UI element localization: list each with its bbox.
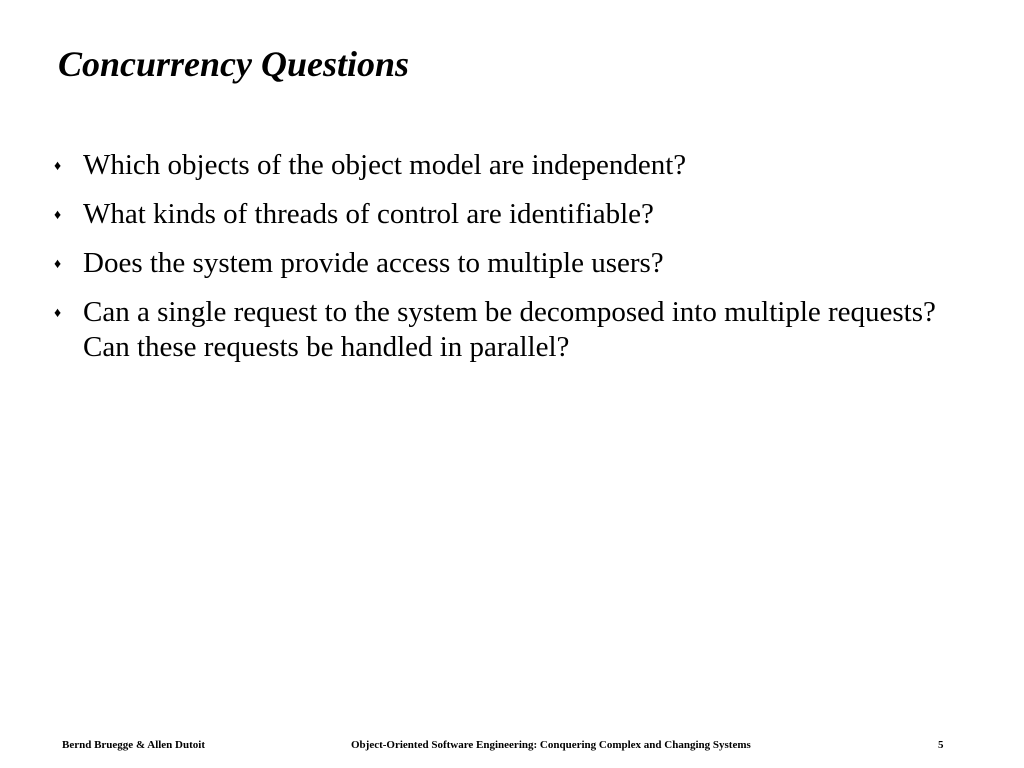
bullet-text: Can a single request to the system be decomposed into multiple requests? Can these requests be handled in parallel? <box>83 296 936 363</box>
bullet-item <box>52 246 982 281</box>
slide-title: Concurrency Questions <box>58 44 410 84</box>
bullet-item <box>52 148 982 183</box>
bullet-item <box>52 197 982 232</box>
slide-footer <box>0 735 1024 755</box>
bullet-text: Which objects of the object model are independent? <box>83 149 687 181</box>
bullet-text: What kinds of threads of control are identifiable? <box>83 198 654 230</box>
diamond-bullet-icon: ♦ <box>54 306 62 321</box>
page-number: 5 <box>938 739 944 751</box>
footer-book-title: Object-Oriented Software Engineering: Conquering Complex and Changing Systems <box>351 739 751 751</box>
diamond-bullet-icon: ♦ <box>54 208 62 223</box>
bullet-item <box>52 295 982 365</box>
diamond-bullet-icon: ♦ <box>54 257 62 272</box>
footer-authors: Bernd Bruegge & Allen Dutoit <box>62 739 205 751</box>
diamond-bullet-icon: ♦ <box>54 159 62 174</box>
bullet-list <box>52 148 982 379</box>
bullet-text: Does the system provide access to multiple users? <box>83 247 664 279</box>
